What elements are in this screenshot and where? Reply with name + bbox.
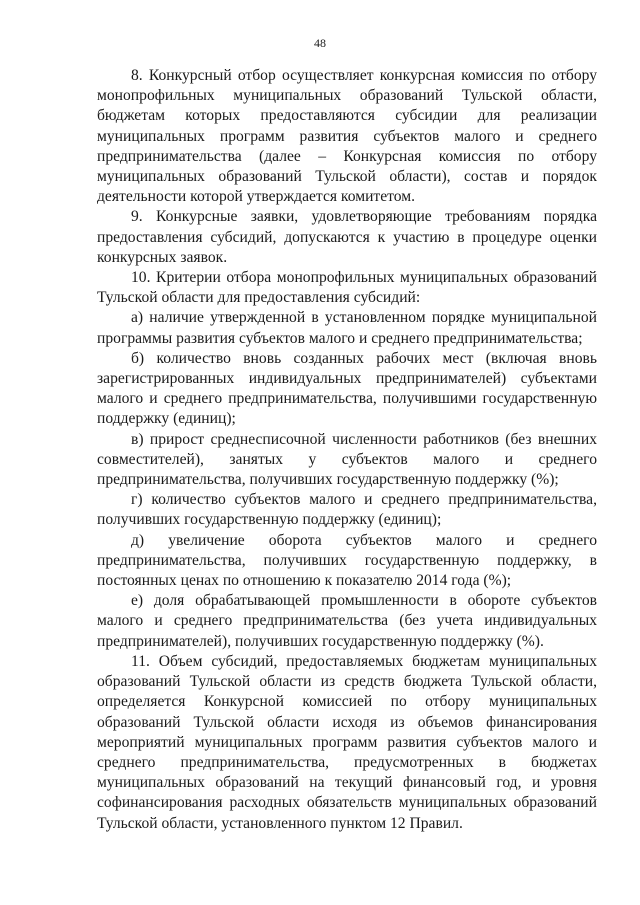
criterion-v: в) прирост среднесписочной численности работников (без внешних совместителей), занятых у субъектов малого и среднего предпринимательства, получивших государственную поддержку (%); bbox=[97, 430, 597, 489]
criterion-b: б) количество вновь созданных рабочих мест (включая вновь зарегистрированных индивидуальных предпринимателей) субъектами малого и среднего предпринимательства, получившими государственную поддержку (единиц); bbox=[97, 349, 597, 428]
paragraph-9: 9. Конкурсные заявки, удовлетворяющие требованиям порядка предоставления субсидий, допускаются к участию в процедуре оценки конкурсных заявок. bbox=[97, 208, 597, 266]
paragraph-8: 8. Конкурсный отбор осуществляет конкурсная комиссия по отбору монопрофильных муниципальных образований Тульской области, бюджетам которых предоставляются субсидии для реализации муниципальных программ развития субъектов малого и среднего предпринимательства (далее – Конкурсная комиссия по отбору муниципальных образований Тульской области), состав и порядок деятельности которой утверждается комитетом. bbox=[97, 67, 597, 206]
page-number: 48 bbox=[314, 36, 326, 50]
paragraph-11: 11. Объем субсидий, предоставляемых бюджетам муниципальных образований Тульской области из средств бюджета Тульской области, определяется Конкурсной комиссией по отбору муниципальных образований Тульской области исходя из объемов финансирования мероприятий муниципальных программ развития субъектов малого и среднего предпринимательства, предусмотренных в бюджетах муниципальных образований на текущий финансовый год, и уровня софинансирования расходных обязательств муниципальных образований Тульской области, установленного пунктом 12 Правил. bbox=[97, 652, 597, 832]
paragraph-10: 10. Критерии отбора монопрофильных муниципальных образований Тульской области для предоставления субсидий: bbox=[97, 269, 597, 307]
criterion-a: а) наличие утвержденной в установленном порядке муниципальной программы развития субъектов малого и среднего предпринимательства; bbox=[97, 309, 597, 347]
document-body bbox=[97, 66, 597, 834]
criterion-g: г) количество субъектов малого и среднего предпринимательства, получивших государственную поддержку (единиц); bbox=[97, 491, 597, 529]
criterion-d: д) увеличение оборота субъектов малого и среднего предпринимательства, получивших государственную поддержку, в постоянных ценах по отношению к показателю 2014 года (%); bbox=[97, 531, 597, 590]
criterion-e: е) доля обрабатывающей промышленности в обороте субъектов малого и среднего предпринимательства (без учета индивидуальных предпринимателей), получивших государственную поддержку (%). bbox=[97, 592, 597, 650]
